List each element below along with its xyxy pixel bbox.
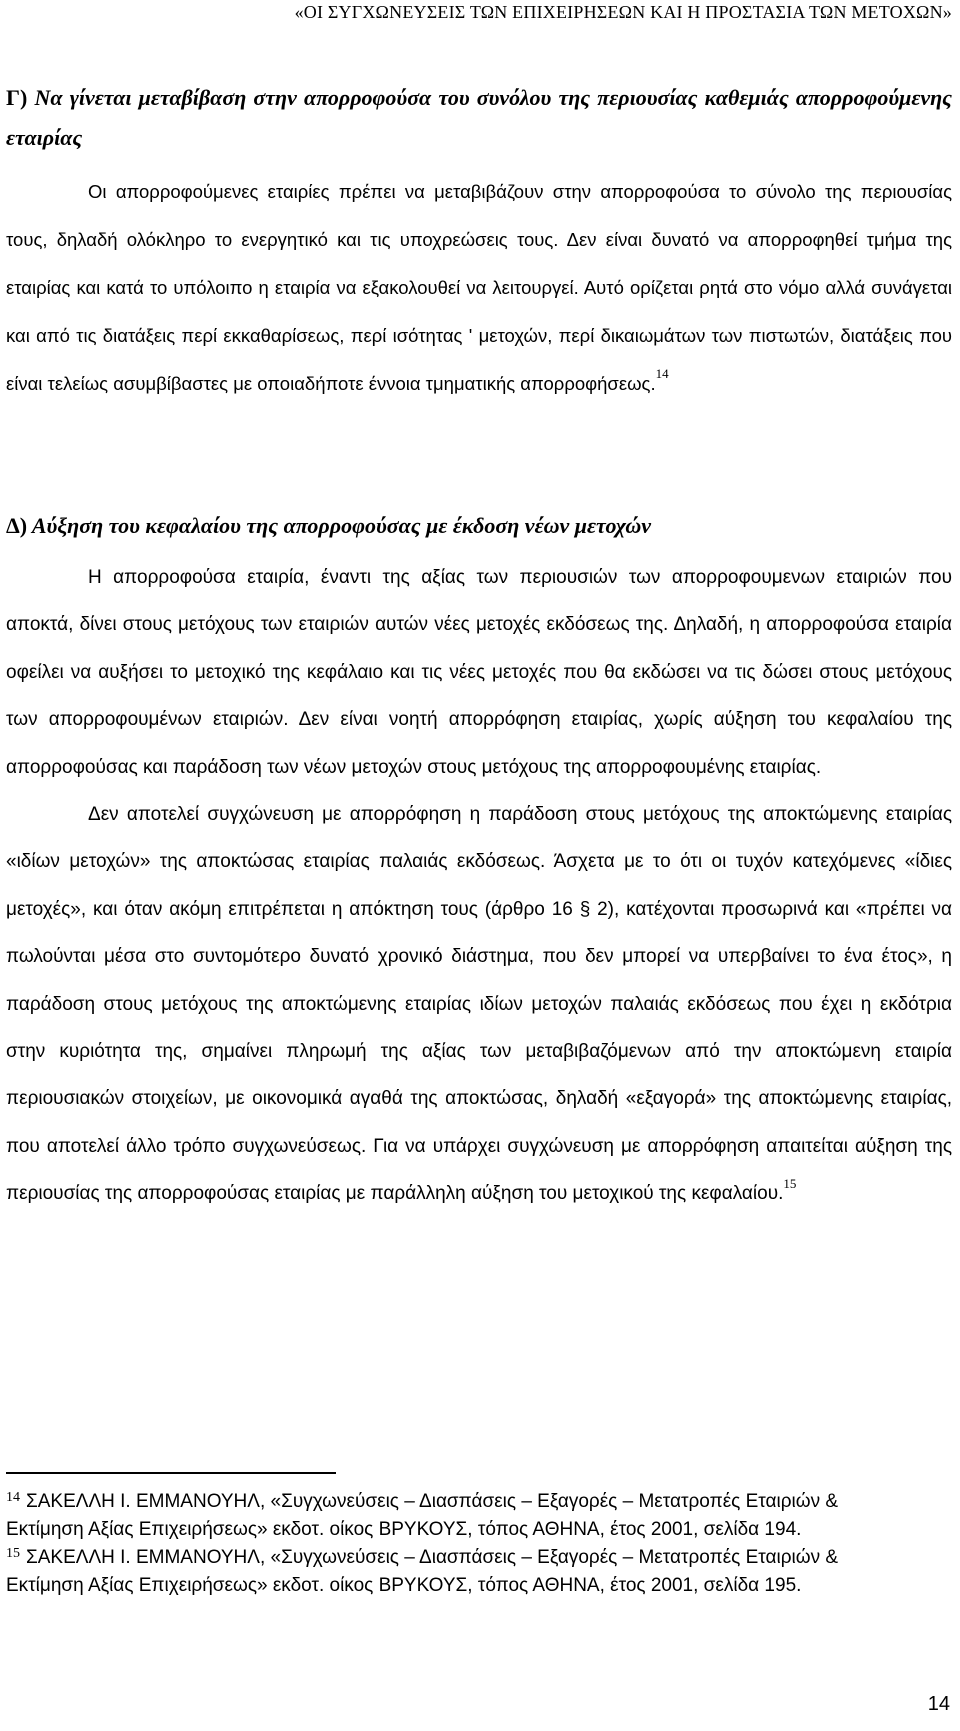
section-g-heading [6,78,952,158]
page-number: 14 [927,1693,950,1715]
footnote-text: ΣΑΚΕΛΛΗ Ι. ΕΜΜΑΝΟΥΗΛ, «Συγχωνεύσεις – Διασπάσεις – Εξαγορές – Μετατροπές Εταιριών & Εκτίμηση Αξίας Επιχειρήσεως» εκδοτ. οίκος ΒΡΥΚΟΥΣ, τόπος ΑΘΗΝΑ, έτος 2001, σελίδα 194. [6,1491,839,1540]
section-g-letter: Γ) [6,85,28,110]
section-d-heading [6,506,952,546]
section-g-paragraph-text: Οι απορροφούμενες εταιρίες πρέπει να μεταβιβάζουν στην απορροφούσα το σύνολο της περιουσίας τους, δηλαδή ολόκληρο το ενεργητικό και τις υποχρεώσεις τους. Δεν είναι δυνατό να απορροφηθεί τμήμα της εταιρίας και κατά το υπόλοιπο η εταιρία να εξακολουθεί να λειτουργεί. Αυτό ορίζεται ρητά στο νόμο αλλά συνάγεται και από τις διατάξεις περί εκκαθαρίσεως, περί ισότητας ' μετοχών, περί δικαιωμάτων των πιστωτών, διατάξεις που είναι τελείως ασυμβίβαστες με οποιαδήποτε έννοια τμηματικής απορροφήσεως. [6,181,952,394]
section-d-paragraph-2 [6,791,952,1218]
footnote-14 [6,1488,880,1544]
footnote-mark: 15 [6,1546,20,1561]
footnote-text: ΣΑΚΕΛΛΗ Ι. ΕΜΜΑΝΟΥΗΛ, «Συγχωνεύσεις – Διασπάσεις – Εξαγορές – Μετατροπές Εταιριών & Εκτίμηση Αξίας Επιχειρήσεως» εκδοτ. οίκος ΒΡΥΚΟΥΣ, τόπος ΑΘΗΝΑ, έτος 2001, σελίδα 195. [6,1547,839,1596]
section-d-letter: Δ) [6,513,28,538]
running-header: «ΟΙ ΣΥΓΧΩΝΕΥΣΕΙΣ ΤΩΝ ΕΠΙΧΕΙΡΗΣΕΩΝ ΚΑΙ Η ΠΡΟΣΤΑΣΙΑ ΤΩΝ ΜΕΤΟΧΩΝ» [294,2,952,22]
section-g-body [6,168,952,408]
section-g-title: Να γίνεται μεταβίβαση στην απορροφούσα του συνόλου της περιουσίας καθεμιάς απορροφούμενης εταιρίας [6,85,952,150]
footnote-mark: 14 [6,1490,20,1505]
footnote-ref-15: 15 [783,1176,797,1192]
section-g-paragraph [6,168,952,408]
footnote-separator [6,1472,336,1474]
section-d-paragraph-2-text: Δεν αποτελεί συγχώνευση με απορρόφηση η παράδοση στους μετόχους της αποκτώμενης εταιρίας «ιδίων μετοχών» της αποκτώσας εταιρίας παλαιάς εκδόσεως. Άσχετα με το ότι οι τυχόν κατεχόμενες «ίδιες μετοχές», και όταν ακόμη επιτρέπεται η απόκτηση τους (άρθρο 16 § 2), κατέχονται προσωρινά και «πρέπει να πωλούνται μέσα στο συντομότερο δυνατό χρονικό διάστημα, που δεν μπορεί να υπερβαίνει το ένα έτος», η παράδοση στους μετόχους της αποκτώμενης εταιρίας ιδίων μετοχών παλαιάς εκδόσεως που έχει η εκδότρια στην κυριότητα της, σημαίνει πληρωμή της αξίας των μεταβιβαζόμενων από την αποκτώμενη εταιρία περιουσιακών στοιχείων, με οικονομικά αγαθά της αποκτώσας, δηλαδή «εξαγορά» της αποκτώμενης εταιρίας, που αποτελεί άλλο τρόπο συγχωνεύσεως. Για να υπάρχει συγχώνευση με απορρόφηση απαιτείται αύξηση της περιουσίας της απορροφούσας εταιρίας με παράλληλη αύξηση του μετοχικού της κεφαλαίου. [6,804,952,1205]
section-d-paragraph-1: Η απορροφούσα εταιρία, έναντι της αξίας των περιουσιών των απορροφουμενων εταιριών που αποκτά, δίνει στους μετόχους των εταιριών αυτών νέες μετοχές εκδόσεως της. Δηλαδή, η απορροφούσα εταιρία οφείλει να αυξήσει το μετοχικό της κεφάλαιο και τις νέες μετοχές που θα εκδώσει να τις δώσει στους μετόχους των απορροφουμένων εταιριών. Δεν είναι νοητή απορρόφηση εταιρίας, χωρίς αύξηση του κεφαλαίου της απορροφούσας και παράδοση των νέων μετοχών στους μετόχους της απορροφουμένης εταιρίας. [6,567,952,778]
footnotes [6,1488,880,1600]
section-d-body [6,554,952,1218]
section-d-title: Αύξηση του κεφαλαίου της απορροφούσας με έκδοση νέων μετοχών [31,513,652,538]
footnote-ref-14: 14 [655,366,669,381]
footnote-15 [6,1544,880,1600]
